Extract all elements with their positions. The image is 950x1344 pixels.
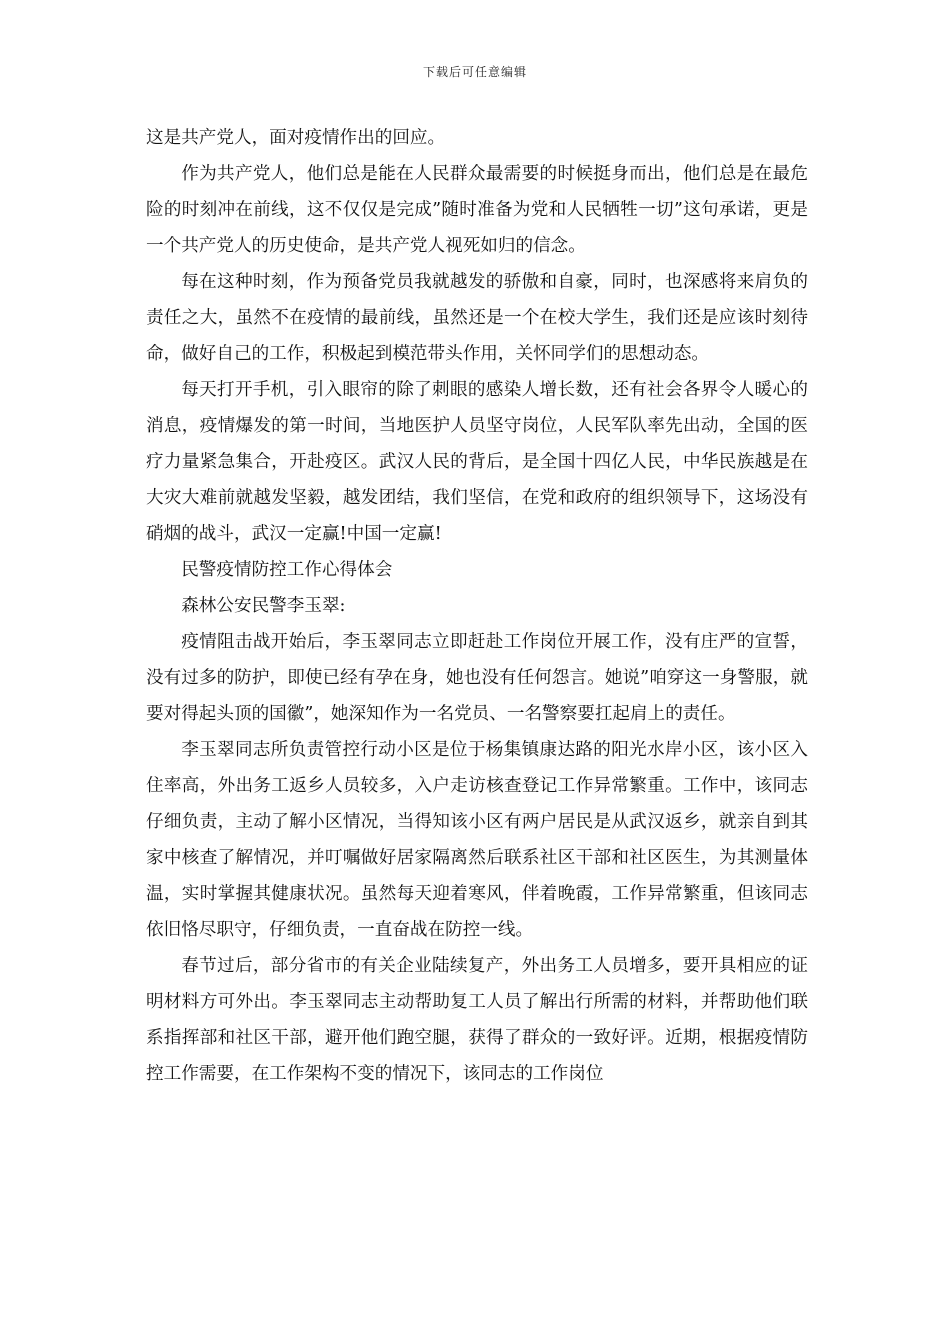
paragraph-4: 每天打开手机，引入眼帘的除了刺眼的感染人增长数，还有社会各界令人暖心的消息，疫情爆发的第一时间，当地医护人员坚守岗位，人民军队率先出动，全国的医疗力量紧急集合，开赴疫区。武汉人民的背后，是全国十四亿人民，中华民族越是在大灾大难前就越发坚毅，越发团结，我们坚信，在党和政府的组织领导下，这场没有硝烟的战斗，武汉一定赢!中国一定赢! <box>146 380 808 544</box>
paragraph-7: 疫情阻击战开始后，李玉翠同志立即赶赴工作岗位开展工作，没有庄严的宣誓，没有过多的防护，即使已经有孕在身，她也没有任何怨言。她说”咱穿这一身警服，就要对得起头顶的国徽”，她深知作为一名党员、一名警察要扛起肩上的责任。 <box>146 632 808 724</box>
section-title: 民警疫情防控工作心得体会 <box>181 560 393 580</box>
paragraph-3: 每在这种时刻，作为预备党员我就越发的骄傲和自豪，同时，也深感将来肩负的责任之大，虽然不在疫情的最前线，虽然还是一个在校大学生，我们还是应该时刻待命，做好自己的工作，积极起到模范带头作用，关怀同学们的思想动态。 <box>146 272 808 364</box>
paragraph-2: 作为共产党人，他们总是能在人民群众最需要的时候挺身而出，他们总是在最危险的时刻冲在前线，这不仅仅是完成”随时准备为党和人民牺牲一切”这句承诺，更是一个共产党人的历史使命，是共产党人视死如归的信念。 <box>146 164 808 256</box>
document-body <box>146 120 808 1092</box>
paragraph-8: 李玉翠同志所负责管控行动小区是位于杨集镇康达路的阳光水岸小区，该小区入住率高，外出务工返乡人员较多，入户走访核查登记工作异常繁重。工作中，该同志仔细负责，主动了解小区情况，当得知该小区有两户居民是从武汉返乡，就亲自到其家中核查了解情况，并叮嘱做好居家隔离然后联系社区干部和社区医生，为其测量体温，实时掌握其健康状况。虽然每天迎着寒风，伴着晚霞，工作异常繁重，但该同志依旧恪尽职守，仔细负责，一直奋战在防控一线。 <box>146 740 808 940</box>
page-header: 下载后可任意编辑 <box>422 65 527 79</box>
paragraph-9: 春节过后，部分省市的有关企业陆续复产，外出务工人员增多，要开具相应的证明材料方可外出。李玉翠同志主动帮助复工人员了解出行所需的材料，并帮助他们联系指挥部和社区干部，避开他们跑空腿，获得了群众的一致好评。近期，根据疫情防控工作需要，在工作架构不变的情况下，该同志的工作岗位 <box>146 956 808 1084</box>
paragraph-1: 这是共产党人，面对疫情作出的回应。 <box>146 128 446 148</box>
subject-name-line: 森林公安民警李玉翠: <box>181 596 346 616</box>
